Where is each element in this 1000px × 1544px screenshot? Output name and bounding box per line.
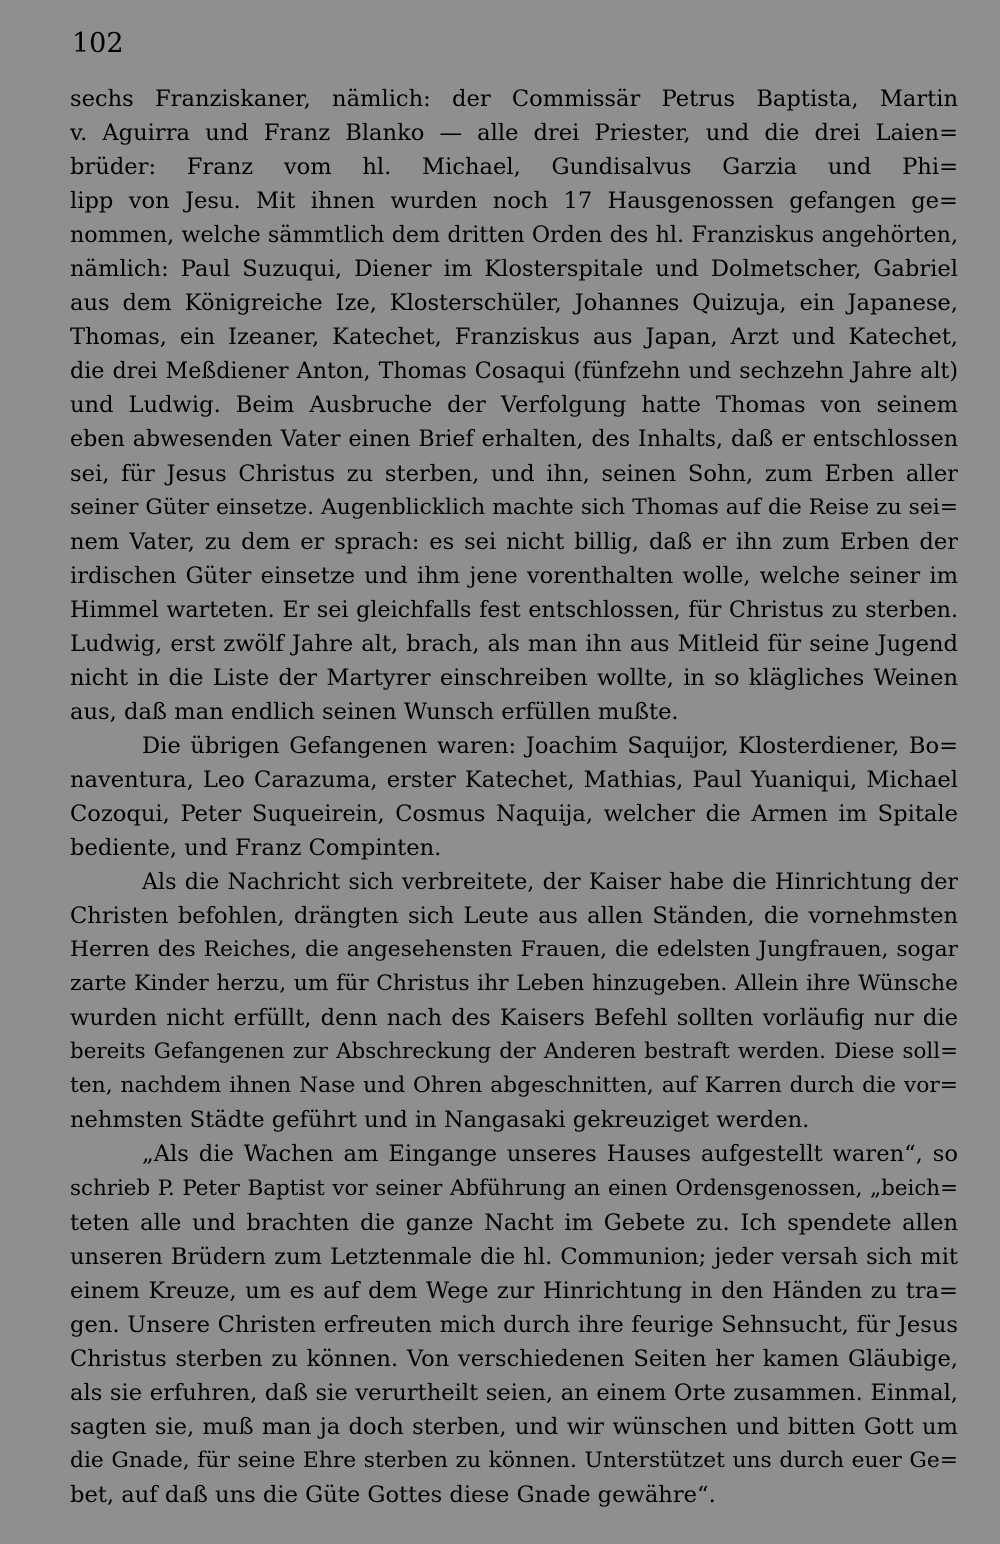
text-line: Herren des Reiches, die angesehensten Frauen, die edelsten Jungfrauen, sogar (70, 937, 958, 963)
text-line: brüder: Franz vom hl. Michael, Gundisalvus Garzia und Phi= (70, 154, 958, 181)
text-line: teten alle und brachten die ganze Nacht im Gebete zu. Ich spendete allen (70, 1209, 958, 1236)
text-line: wurden nicht erfüllt, denn nach des Kaisers Befehl sollten vorläufig nur die (70, 1005, 958, 1032)
text-line: bet, auf daß uns die Güte Gottes diese Gnade gewähre“. (70, 1481, 716, 1508)
text-line: irdischen Güter einsetze und ihm jene vorenthalten wolle, welche seiner im (70, 562, 958, 589)
text-line: lipp von Jesu. Mit ihnen wurden noch 17 Hausgenossen gefangen ge= (70, 188, 958, 215)
text-line: sechs Franziskaner, nämlich: der Commissär Petrus Baptista, Martin (70, 86, 958, 112)
page-number: 102 (72, 28, 124, 59)
text-line: gen. Unsere Christen erfreuten mich durch ihre feurige Sehnsucht, für Jesus (70, 1311, 958, 1338)
text-line: als sie erfuhren, daß sie verurtheilt seien, an einem Orte zusammen. Einmal, (70, 1379, 958, 1406)
text-line: und Ludwig. Beim Ausbruche der Verfolgung hatte Thomas von seinem (70, 392, 958, 419)
text-line: Christen befohlen, drängten sich Leute aus allen Ständen, die vornehmsten (70, 903, 958, 930)
text-line: „Als die Wachen am Eingange unseres Hauses aufgestellt waren“, so (142, 1141, 958, 1168)
text-line: einem Kreuze, um es auf dem Wege zur Hinrichtung in den Händen zu tra= (70, 1277, 958, 1304)
text-line: die drei Meßdiener Anton, Thomas Cosaqui (fünfzehn und sechzehn Jahre alt) (70, 358, 958, 385)
text-line: Cozoqui, Peter Suqueirein, Cosmus Naquija, welcher die Armen im Spitale (70, 800, 958, 827)
text-line: Himmel warteten. Er sei gleichfalls fest entschlossen, für Christus zu sterben. (70, 596, 958, 623)
text-line: seiner Güter einsetze. Augenblicklich machte sich Thomas auf die Reise zu sei= (70, 494, 958, 520)
text-line: unseren Brüdern zum Letztenmale die hl. Communion; jeder versah sich mit (70, 1243, 958, 1270)
text-line: ten, nachdem ihnen Nase und Ohren abgeschnitten, auf Karren durch die vor= (70, 1073, 958, 1099)
text-line: nommen, welche sämmtlich dem dritten Orden des hl. Franziskus angehörten, (70, 222, 958, 249)
text-line: aus dem Königreiche Ize, Klosterschüler, Johannes Quizuja, ein Japanese, (70, 290, 958, 317)
text-line: Christus sterben zu können. Von verschiedenen Seiten her kamen Gläubige, (70, 1345, 958, 1372)
text-line: nem Vater, zu dem er sprach: es sei nicht billig, daß er ihn zum Erben der (70, 528, 958, 555)
text-line: nehmsten Städte geführt und in Nangasaki gekreuziget werden. (70, 1107, 810, 1134)
text-line: sagten sie, muß man ja doch sterben, und wir wünschen und bitten Gott um (70, 1413, 958, 1440)
text-line: aus, daß man endlich seinen Wunsch erfüllen mußte. (70, 698, 679, 725)
text-line: Die übrigen Gefangenen waren: Joachim Saquijor, Klosterdiener, Bo= (142, 732, 958, 759)
text-line: bediente, und Franz Compinten. (70, 835, 442, 862)
text-line: Als die Nachricht sich verbreitete, der Kaiser habe die Hinrichtung der (142, 869, 958, 896)
text-line: bereits Gefangenen zur Abschreckung der Anderen bestraft werden. Diese soll= (70, 1039, 958, 1065)
text-line: die Gnade, für seine Ehre sterben zu können. Unterstützet uns durch euer Ge= (70, 1447, 958, 1473)
text-line: eben abwesenden Vater einen Brief erhalten, des Inhalts, daß er entschlossen (70, 426, 958, 453)
text-line: naventura, Leo Carazuma, erster Katechet, Mathias, Paul Yuaniqui, Michael (70, 766, 958, 793)
body-text (70, 82, 958, 1512)
text-line: nämlich: Paul Suzuqui, Diener im Klosterspitale und Dolmetscher, Gabriel (70, 256, 958, 283)
text-line: Ludwig, erst zwölf Jahre alt, brach, als man ihn aus Mitleid für seine Jugend (70, 630, 958, 657)
text-line: Thomas, ein Izeaner, Katechet, Franziskus aus Japan, Arzt und Katechet, (70, 324, 958, 351)
text-line: zarte Kinder herzu, um für Christus ihr Leben hinzugeben. Allein ihre Wünsche (70, 971, 958, 997)
text-line: nicht in die Liste der Martyrer einschreiben wollte, in so klägliches Weinen (70, 664, 958, 691)
text-line: schrieb P. Peter Baptist vor seiner Abführung an einen Ordensgenossen, „beich= (70, 1175, 958, 1201)
text-line: v. Aguirra und Franz Blanko — alle drei Priester, und die drei Laien= (70, 120, 958, 147)
text-line: sei, für Jesus Christus zu sterben, und ihn, seinen Sohn, zum Erben aller (70, 460, 958, 487)
